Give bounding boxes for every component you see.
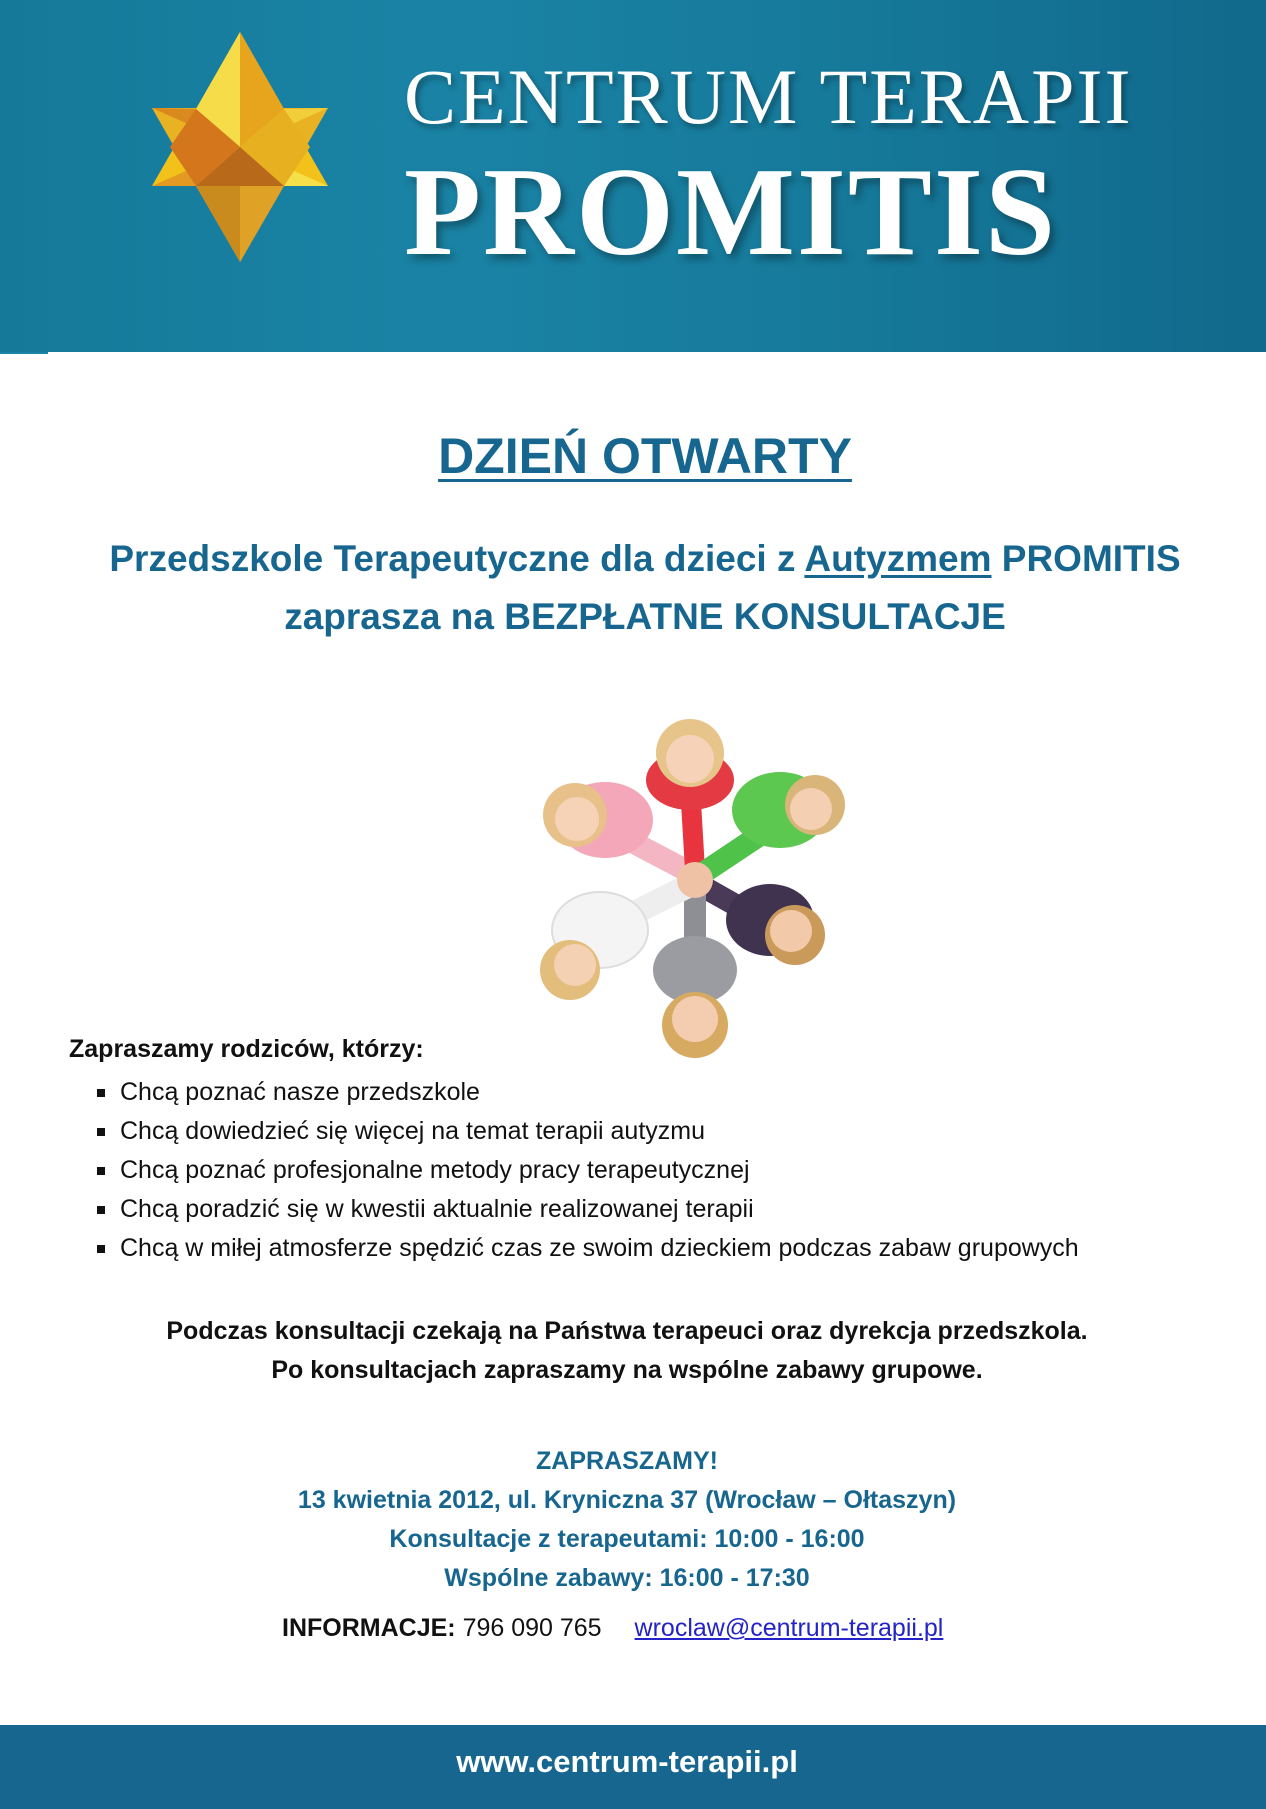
list-item	[94, 1229, 1079, 1268]
list-item	[94, 1073, 1079, 1112]
invite-heading: Zapraszamy rodziców, którzy:	[69, 1035, 424, 1063]
event-consult-hours: Konsultacje z terapeutami: 10:00 - 16:00	[389, 1525, 865, 1553]
info-label: INFORMACJE:	[282, 1614, 456, 1642]
brand-name-line1: CENTRUM TERAPII	[404, 53, 1133, 140]
header-edge	[0, 352, 48, 354]
list-item-text: Chcą poradzić się w kwestii aktualnie realizowanej terapii	[120, 1195, 754, 1223]
bullet-list	[94, 1073, 1079, 1268]
children-circle-photo	[505, 715, 885, 1080]
list-item	[94, 1112, 1079, 1151]
bullet-square-icon	[97, 1167, 105, 1175]
paragraph-line2: Po konsultacjach zapraszamy na wspólne zabawy grupowe.	[271, 1356, 983, 1384]
event-date-place: 13 kwietnia 2012, ul. Kryniczna 37 (Wrocław – Ołtaszyn)	[297, 1486, 957, 1514]
bullet-square-icon	[97, 1206, 105, 1214]
email-link[interactable]: wroclaw@centrum-terapii.pl	[634, 1614, 944, 1642]
header-banner	[0, 0, 1266, 352]
paragraph-line1: Podczas konsultacji czekają na Państwa terapeuci oraz dyrekcja przedszkola.	[166, 1317, 1088, 1345]
list-item-text: Chcą poznać nasze przedszkole	[120, 1078, 480, 1106]
event-play-hours: Wspólne zabawy: 16:00 - 17:30	[444, 1564, 810, 1592]
phone-number: 796 090 765	[462, 1614, 602, 1642]
footer-bar	[0, 1725, 1266, 1809]
list-item	[94, 1151, 1079, 1190]
contact-info	[282, 1614, 943, 1643]
subtitle-prefix: Przedszkole Terapeutyczne dla dzieci z	[109, 538, 805, 579]
list-item-text: Chcą dowiedzieć się więcej na temat terapii autyzmu	[120, 1117, 705, 1145]
bullet-square-icon	[97, 1128, 105, 1136]
subtitle-suffix: PROMITIS	[991, 538, 1181, 579]
subtitle-line2: zaprasza na BEZPŁATNE KONSULTACJE	[284, 596, 1006, 637]
list-item-text: Chcą w miłej atmosferze spędzić czas ze swoim dzieckiem podczas zabaw grupowych	[120, 1234, 1079, 1262]
star-logo-icon	[140, 32, 340, 262]
footer-website-link[interactable]: www.centrum-terapii.pl	[456, 1744, 798, 1779]
event-details	[0, 1442, 1254, 1598]
event-invite: ZAPRASZAMY!	[536, 1447, 718, 1475]
brand-name-line2: PROMITIS	[404, 143, 1058, 282]
page-title: DZIEŃ OTWARTY	[438, 428, 852, 484]
consultation-paragraph	[0, 1312, 1254, 1390]
bullet-square-icon	[97, 1089, 105, 1097]
subtitle-autism-link: Autyzmem	[804, 538, 992, 579]
list-item-text: Chcą poznać profesjonalne metody pracy terapeutycznej	[120, 1156, 750, 1184]
list-item	[94, 1190, 1079, 1229]
bullet-square-icon	[97, 1245, 105, 1253]
subtitle	[0, 530, 1266, 646]
